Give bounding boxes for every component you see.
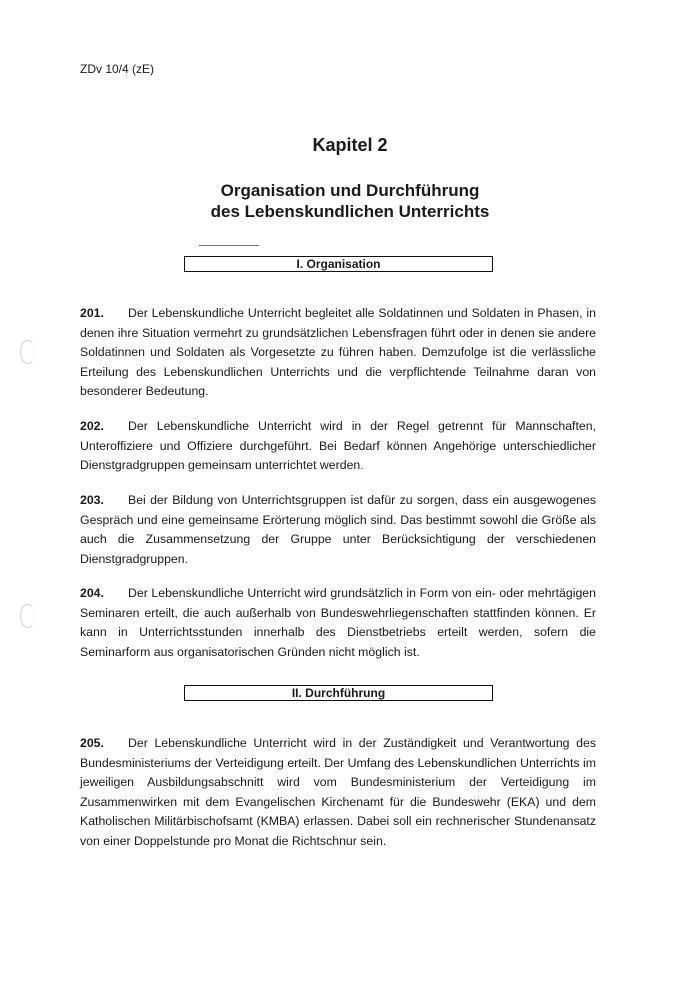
paragraph-text: Bei der Bildung von Unterrichtsgruppen ist dafür zu sorgen, dass ein ausgewogenes Gespräch und eine gemeinsame Erörterung möglich sind. Das bestimmt sowohl die Größe als auch die Zusammensetzung der Gruppe unter Berücksichtigung der verschiedenen Dienstgradgruppen. <box>80 493 596 566</box>
punch-hole-mark <box>20 340 35 364</box>
paragraph-205 <box>80 734 596 851</box>
paragraph-text: Der Lebenskundliche Unterricht wird grundsätzlich in Form von ein- oder mehrtägigen Seminaren erteilt, die auch außerhalb von Bundeswehrliegenschaften stattfinden können. Er kann in Unterrichtsstunden innerhalb des Dienstbetriebs erteilt werden, sofern die Seminarform aus organisatorischen Gründen nicht möglich ist. <box>80 586 596 659</box>
section-heading-durchfuehrung: II. Durchführung <box>184 685 493 701</box>
document-id: ZDv 10/4 (zE) <box>80 62 155 76</box>
paragraph-203 <box>80 491 596 569</box>
paragraph-number: 202. <box>80 419 104 433</box>
paragraph-text: Der Lebenskundliche Unterricht begleitet alle Soldatinnen und Soldaten in Phasen, in denen ihre Situation vermehrt zu grundsätzlichen Lebensfragen führt oder in denen sie andere Soldatinnen und Soldaten als Vorgesetzte zu führen haben. Demzufolge ist die verlässliche Erteilung des Lebenskundlichen Unterrichts und die verpflichtende Teilnahme daran von besonderer Bedeutung. <box>80 306 596 398</box>
paragraph-text: Der Lebenskundliche Unterricht wird in der Zuständigkeit und Verantwortung des Bundesministeriums der Verteidigung erteilt. Der Umfang des Lebenskundlichen Unterrichts im jeweiligen Ausbildungsabschnitt wird vom Bundesministerium der Verteidigung im Zusammenwirken mit dem Evangelischen Kirchenamt für die Bundeswehr (EKA) und dem Katholischen Militärbischofsamt (KMBA) erlassen. Dabei soll ein rechnerischer Stundenansatz von einer Doppelstunde pro Monat die Richtschnur sein. <box>80 736 596 848</box>
paragraph-text: Der Lebenskundliche Unterricht wird in der Regel getrennt für Mannschaften, Unteroffiziere und Offiziere durchgeführt. Bei Bedarf können Angehörige unterschiedlicher Dienstgradgruppen gemeinsam unterrichtet werden. <box>80 419 596 472</box>
paragraph-201 <box>80 304 596 402</box>
chapter-heading: Kapitel 2 <box>312 135 388 155</box>
section-heading-organisation: I. Organisation <box>184 256 493 272</box>
paragraph-number: 205. <box>80 736 104 750</box>
chapter-title-line-2: des Lebenskundlichen Unterrichts <box>210 202 490 221</box>
paragraph-number: 203. <box>80 493 104 507</box>
paragraph-number: 204. <box>80 586 104 600</box>
paragraph-number: 201. <box>80 306 104 320</box>
punch-hole-mark <box>20 604 35 628</box>
paragraph-202 <box>80 417 596 476</box>
paragraph-204 <box>80 584 596 662</box>
chapter-title <box>0 180 700 222</box>
chapter-title-line-1: Organisation und Durchführung <box>220 181 480 200</box>
